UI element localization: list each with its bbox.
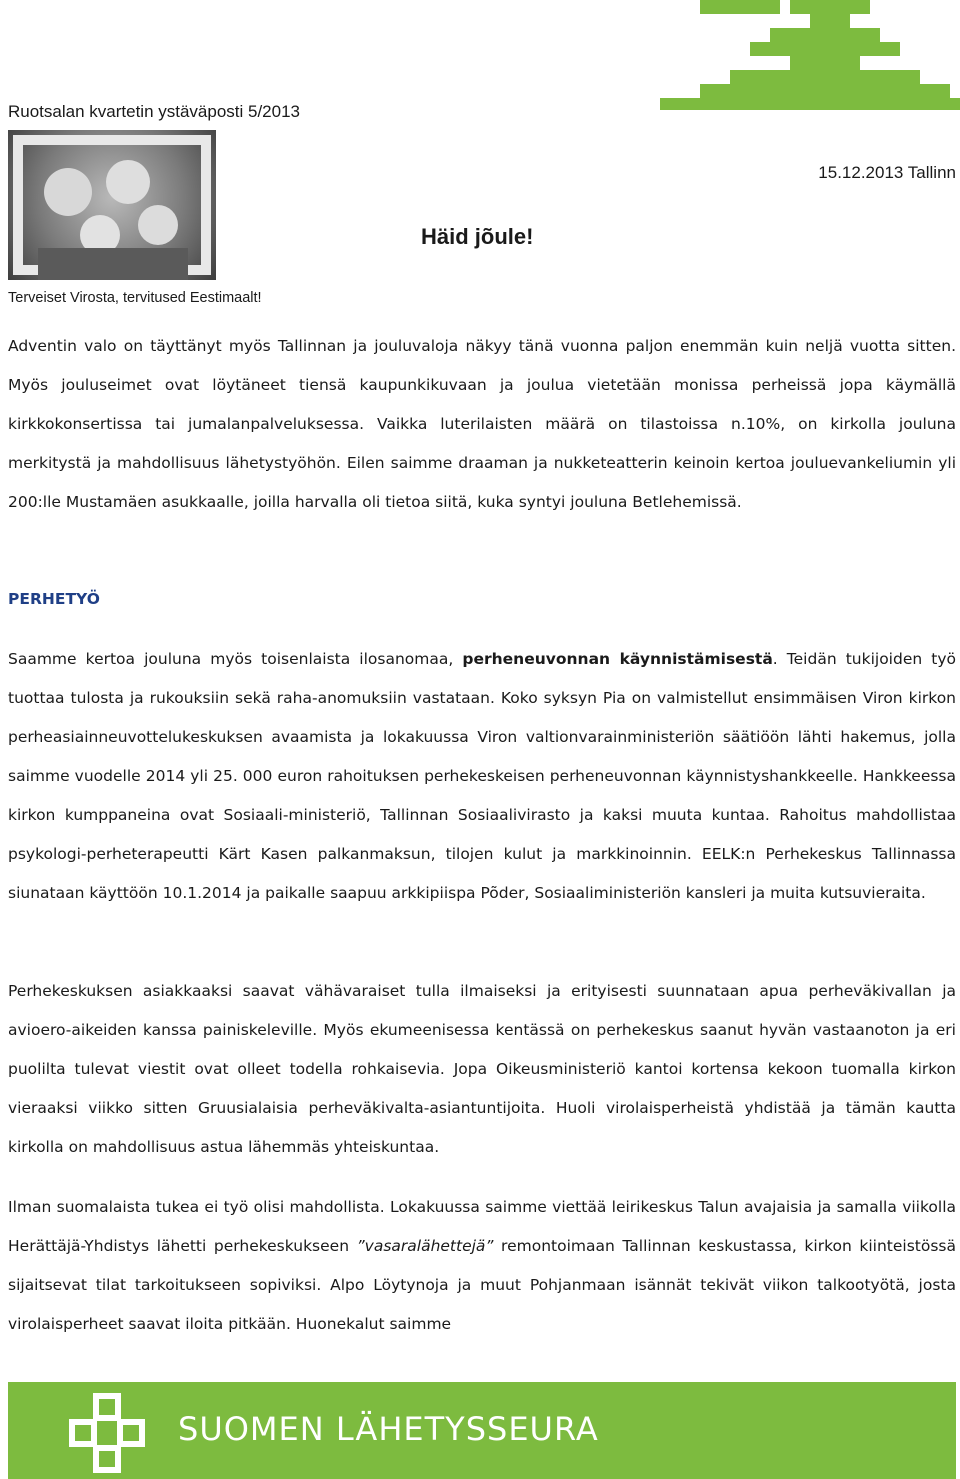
paragraph-family-centre-clients: Perhekeskuksen asiakkaaksi saavat vähävaraiset tulla ilmaiseksi ja erityisesti suunnataan apua perheväkivallan ja avioero-aikeiden kanssa painiskeleville. Myös ekumeenisessa kentässä on perhekeskus saanut hyvän vastaanoton ja eri puolilta tulevat viestit ovat olleet todella rohkaisevia. Jopa Oikeusministeriö kantoi kortensa kekoon tuomalla kirkon vieraaksi viikko sitten Gruusialaisia perheväkivalta-asiantuntijoita. Huoli virolaisperheistä yhdistää ja tämän kautta kirkolla on mahdollisuus astua lähemmäs yhteiskuntaa.: [8, 982, 956, 1156]
italic-emphasis: ”vasaralähettejä”: [356, 1237, 494, 1255]
family-photo-illustration: [8, 130, 216, 280]
organization-name: SUOMEN LÄHETYSSEURA: [178, 1410, 599, 1448]
section-title-perhetyo: PERHETYÖ: [8, 590, 100, 608]
organization-logo-icon: [66, 1392, 148, 1474]
bold-emphasis: perheneuvonnan käynnistämisestä: [462, 650, 773, 668]
decorative-cross-shape: [640, 0, 960, 110]
greeting-heading: Häid jõule!: [421, 224, 534, 249]
paragraph-finnish-support: Ilman suomalaista tukea ei työ olisi mahdollista. Lokakuussa saimme viettää leirikeskus Talun avajaisia ja samalla viikolla Herättäjä-Yhdistys lähetti perhekeskukseen ”vasaralähettejä” remontoimaan Tallinnan keskustassa, kirkon kiinteistössä sijaitsevat tilat tarkoitukseen sopiviksi. Alpo Löytynoja ja muut Pohjanmaan isännät tekivät viikon talkootyötä, josta virolaisperheet saavat iloita pitkään. Huonekalut saimme: [8, 1198, 956, 1333]
footer-banner: [8, 1382, 956, 1479]
paragraph-advent: Adventin valo on täyttänyt myös Tallinnan ja jouluvaloja näkyy tänä vuonna paljon enemmän kuin neljä vuotta sitten. Myös jouluseimet ovat löytäneet tiensä kaupunkikuvaan ja joulua vietetään monissa perheissä jopa käymällä kirkkokonsertissa tai jumalanpalveluksessa. Vaikka luterilaisten määrä on tilastoissa n.10%, on kirkolla jouluna merkitystä ja mahdollisuus lähetystyöhön. Eilen saimme draaman ja nukketeatterin keinoin kertoa jouluevankeliumin yli 200:lle Mustamäen asukkaalle, joilla harvalla oli tietoa siitä, kuka syntyi jouluna Betlehemissä.: [8, 337, 956, 511]
newsletter-title: Ruotsalan kvartetin ystäväposti 5/2013: [8, 102, 301, 121]
paragraph-family-counselling: Saamme kertoa jouluna myös toisenlaista ilosanomaa, perheneuvonnan käynnistämisestä. Teidän tukijoiden työ tuottaa tulosta ja rukouksiin sekä raha-anomuksiin vastataan. Koko syksyn Pia on valmistellut ensimmäisen Viron kirkon perheasiainneuvottelukeskuksen avaamista ja lokakuussa Viron valtionvarainministeriön säätiöön lähti hakemus, jolla saimme vuodelle 2014 yli 25. 000 euron rahoituksen perhekeskeisen perheneuvonnan käynnistyshankkeelle. Hankkeessa kirkon kumppaneina ovat Sosiaali-ministeriö, Tallinnan Sosiaalivirasto ja kaksi muuta kuntaa. Rahoitus mahdollistaa psykologi-perheterapeutti Kärt Kasen palkanmaksun, tilojen kulut ja markkinoinnin. EELK:n Perhekeskus Tallinnassa siunataan käyttöön 10.1.2014 ja paikalle saapuu arkkipiispa Põder, Sosiaaliministeriön kansleri ja muita kutsuvieraita.: [8, 650, 956, 902]
family-photo: [8, 130, 216, 280]
date-place: 15.12.2013 Tallinn: [818, 163, 956, 182]
intro-line: Terveiset Virosta, tervitused Eestimaalt!: [8, 290, 262, 306]
